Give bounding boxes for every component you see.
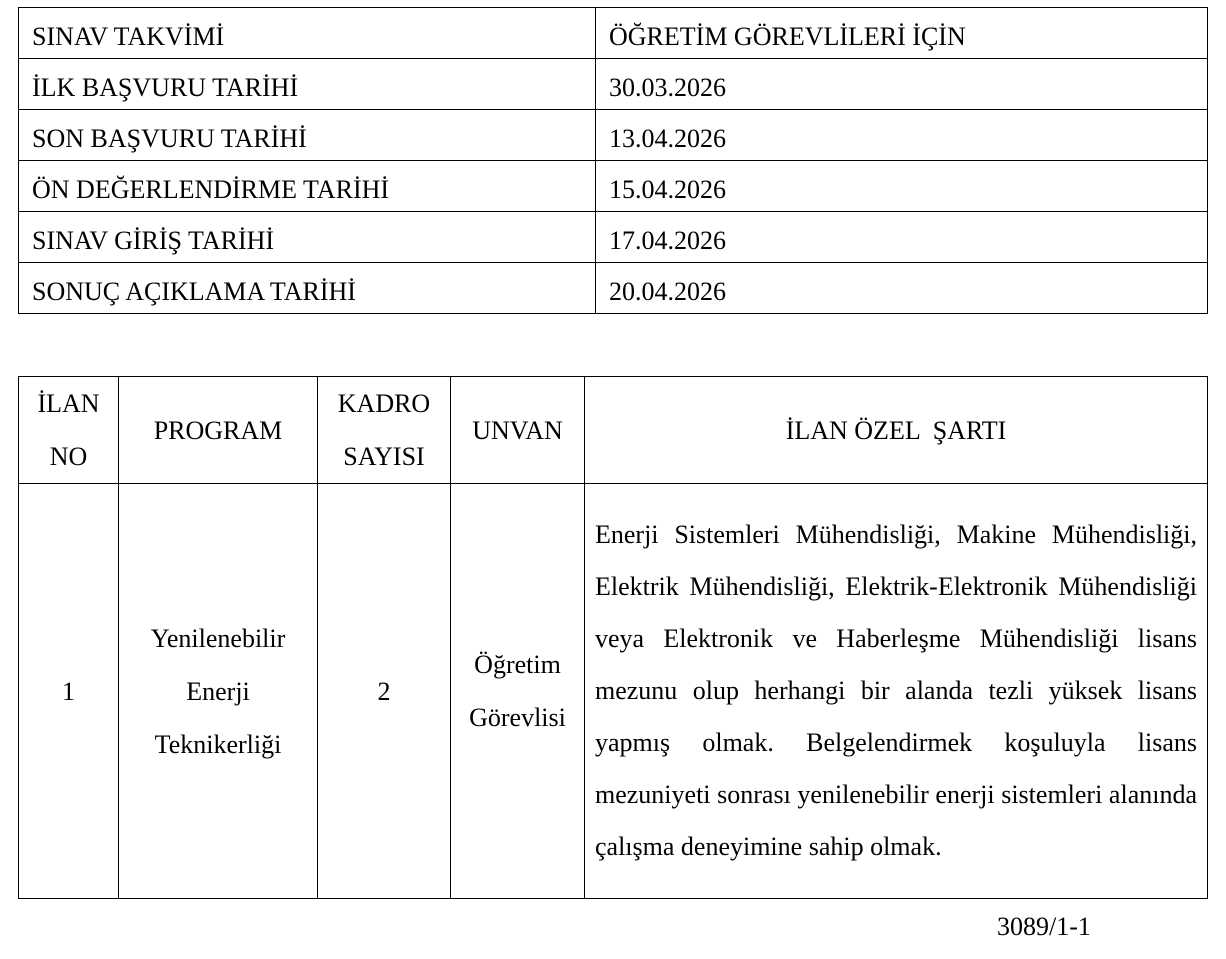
header-text: SAYISI bbox=[343, 442, 425, 471]
header-sart: İLAN ÖZEL ŞARTI bbox=[585, 377, 1208, 484]
table-row bbox=[19, 484, 1208, 899]
cell-ilan-no: 1 bbox=[19, 484, 119, 899]
table-cell: 13.04.2026 bbox=[596, 110, 1208, 161]
table-cell: SINAV GİRİŞ TARİHİ bbox=[19, 212, 596, 263]
cell-text: Görevlisi bbox=[469, 703, 566, 732]
table-header-row bbox=[19, 8, 1208, 59]
table-row bbox=[19, 110, 1208, 161]
table-header-row bbox=[19, 377, 1208, 484]
cell-text: Teknikerliği bbox=[154, 729, 282, 759]
header-unvan: UNVAN bbox=[451, 377, 585, 484]
table-cell: SONUÇ AÇIKLAMA TARİHİ bbox=[19, 263, 596, 314]
header-text: NO bbox=[49, 442, 88, 471]
table-row bbox=[19, 212, 1208, 263]
table-cell: 15.04.2026 bbox=[596, 161, 1208, 212]
header-ilan-no bbox=[19, 377, 119, 484]
table-cell: 30.03.2026 bbox=[596, 59, 1208, 110]
table-row bbox=[19, 263, 1208, 314]
cell-sart: Enerji Sistemleri Mühendisliği, Makine Mühendisliği, Elektrik Mühendisliği, Elektrik-Elektronik Mühendisliği veya Elektronik ve Haberleşme Mühendisliği lisans mezunu olup herhangi bir alanda tezli yüksek lisans yapmış olmak. Belgelendirmek koşuluyla lisans mezuniyeti sonrası yenilenebilir enerji sistemleri alanında çalışma deneyimine sahip olmak. bbox=[585, 484, 1208, 899]
table-cell: SON BAŞVURU TARİHİ bbox=[19, 110, 596, 161]
table-cell: İLK BAŞVURU TARİHİ bbox=[19, 59, 596, 110]
header-program: PROGRAM bbox=[119, 377, 318, 484]
table-cell: SINAV TAKVİMİ bbox=[19, 8, 596, 59]
table-cell: 17.04.2026 bbox=[596, 212, 1208, 263]
table-row bbox=[19, 59, 1208, 110]
cell-text: Öğretim bbox=[474, 650, 561, 679]
header-text: İLAN bbox=[37, 389, 100, 418]
positions-table bbox=[18, 376, 1208, 899]
document-reference: 3089/1-1 bbox=[997, 912, 1091, 941]
table-cell: ÖĞRETİM GÖREVLİLERİ İÇİN bbox=[596, 8, 1208, 59]
header-kadro bbox=[318, 377, 451, 484]
cell-unvan bbox=[451, 484, 585, 899]
table-row bbox=[19, 161, 1208, 212]
table-cell: 20.04.2026 bbox=[596, 263, 1208, 314]
table-cell: ÖN DEĞERLENDİRME TARİHİ bbox=[19, 161, 596, 212]
cell-program bbox=[119, 484, 318, 899]
cell-kadro: 2 bbox=[318, 484, 451, 899]
cell-text: Yenilenebilir bbox=[150, 623, 286, 653]
exam-schedule-table bbox=[18, 7, 1208, 314]
cell-text: Enerji bbox=[186, 676, 250, 706]
header-text: KADRO bbox=[337, 389, 431, 418]
